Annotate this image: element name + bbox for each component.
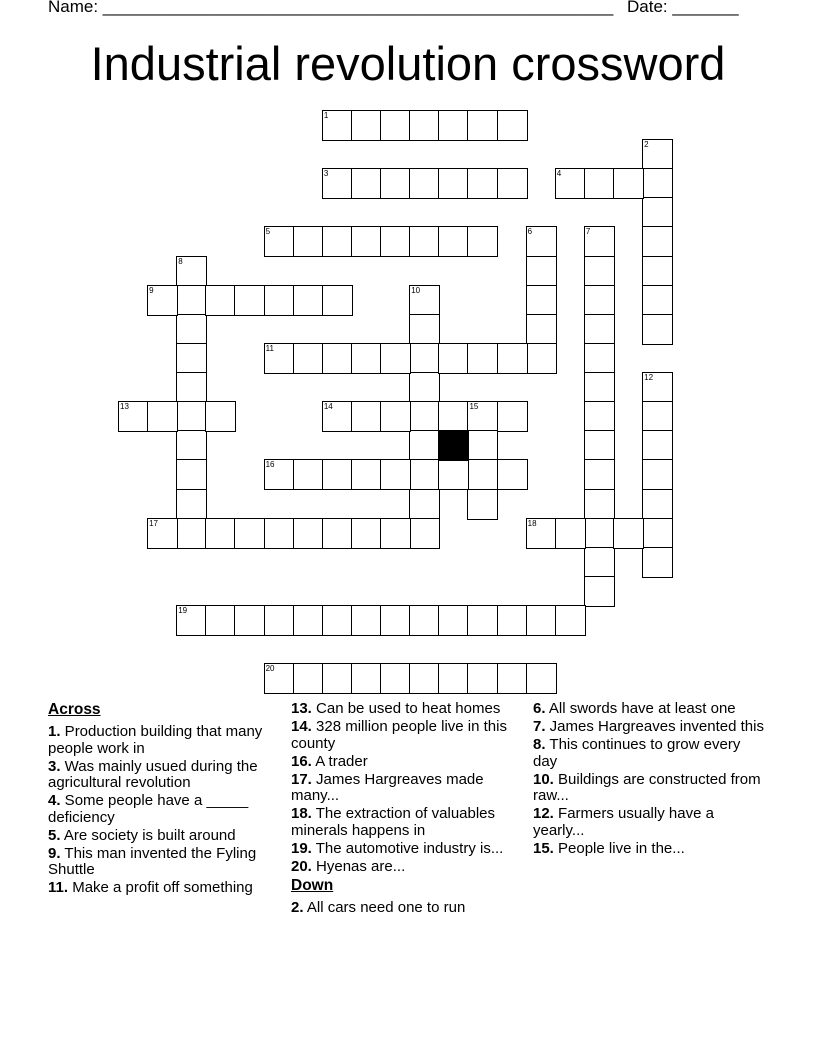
grid-cell[interactable] [526, 343, 557, 374]
grid-cell[interactable] [380, 343, 411, 374]
grid-cell[interactable] [176, 285, 207, 316]
grid-cell[interactable] [438, 605, 469, 636]
grid-cell[interactable] [293, 518, 324, 549]
grid-cell[interactable] [438, 110, 469, 141]
clue-item [48, 793, 278, 826]
clue-item-number: 19. [291, 839, 312, 857]
grid-cell[interactable] [409, 285, 440, 316]
clue-item [533, 737, 768, 770]
date-field-label[interactable]: Date: _______ [627, 0, 739, 16]
clue-item-number: 13. [291, 700, 312, 717]
grid-cell[interactable] [234, 605, 265, 636]
clue-item [533, 841, 768, 858]
grid-cell[interactable] [467, 605, 498, 636]
grid-cell[interactable] [409, 372, 440, 403]
grid-cell[interactable] [234, 518, 265, 549]
grid-cell[interactable] [555, 168, 586, 199]
clue-number: 12 [644, 373, 654, 383]
grid-cell[interactable] [526, 285, 557, 316]
grid-cell[interactable] [380, 605, 411, 636]
grid-cell[interactable] [642, 314, 673, 345]
grid-block-cell [438, 430, 469, 461]
grid-cell[interactable] [409, 168, 440, 199]
grid-cell[interactable] [438, 343, 469, 374]
clue-number: 4 [556, 169, 562, 179]
grid-cell[interactable] [497, 343, 528, 374]
grid-cell[interactable] [584, 518, 615, 549]
grid-cell[interactable] [438, 459, 469, 490]
grid-cell[interactable] [351, 110, 382, 141]
grid-cell[interactable] [380, 401, 411, 432]
grid-cell[interactable] [176, 256, 207, 287]
grid-cell[interactable] [497, 110, 528, 141]
grid-cell[interactable] [497, 401, 528, 432]
grid-cell[interactable] [467, 430, 498, 461]
name-field-label[interactable]: Name: ______________________________________________________ [48, 0, 614, 16]
grid-cell[interactable] [176, 314, 207, 345]
grid-cell[interactable] [322, 518, 353, 549]
grid-cell[interactable] [438, 401, 469, 432]
grid-cell[interactable] [409, 459, 440, 490]
grid-cell[interactable] [322, 343, 353, 374]
grid-cell[interactable] [293, 663, 324, 694]
clue-item-number: 17. [291, 770, 312, 788]
grid-cell[interactable] [293, 605, 324, 636]
across-clue-list-cont [291, 701, 526, 875]
grid-cell[interactable] [351, 663, 382, 694]
grid-cell[interactable] [555, 605, 586, 636]
clue-item [48, 828, 278, 845]
grid-cell[interactable] [409, 110, 440, 141]
grid-cell[interactable] [351, 168, 382, 199]
clue-item [48, 759, 278, 792]
clue-item-text: Production building that many people work in [48, 723, 263, 757]
grid-cell[interactable] [351, 401, 382, 432]
grid-cell[interactable] [497, 663, 528, 694]
grid-cell[interactable] [147, 285, 178, 316]
clue-item [291, 701, 526, 718]
clue-item [291, 841, 526, 858]
clue-item-number: 5. [48, 826, 61, 844]
page-title: Industrial revolution crossword [90, 37, 726, 90]
clue-item-text: The extraction of valuables minerals happens in [291, 805, 496, 839]
grid-cell[interactable] [322, 110, 353, 141]
clue-item-number: 8. [533, 736, 546, 753]
grid-cell[interactable] [497, 168, 528, 199]
grid-cell[interactable] [467, 343, 498, 374]
grid-cell[interactable] [584, 576, 615, 607]
grid-cell[interactable] [264, 605, 295, 636]
clue-number: 14 [323, 402, 333, 412]
grid-cell[interactable] [584, 489, 615, 520]
grid-cell[interactable] [293, 285, 324, 316]
grid-cell[interactable] [176, 459, 207, 490]
clue-item-text: Can be used to heat homes [311, 700, 501, 717]
grid-cell[interactable] [613, 518, 644, 549]
grid-cell[interactable] [264, 343, 295, 374]
clue-item-number: 11. [48, 879, 69, 896]
clue-number: 13 [120, 402, 129, 412]
grid-cell[interactable] [526, 314, 557, 345]
grid-cell[interactable] [322, 168, 353, 199]
clue-number: 1 [323, 111, 329, 120]
grid-cell[interactable] [642, 489, 673, 520]
grid-cell[interactable] [584, 314, 615, 345]
grid-cell[interactable] [264, 663, 295, 694]
clue-item-text: The automotive industry is... [311, 839, 504, 857]
clue-item-text: Hyenas are... [311, 857, 406, 875]
clue-item-number: 10. [533, 770, 554, 788]
clue-item-number: 4. [48, 792, 61, 809]
clue-item-number: 12. [533, 805, 554, 822]
grid-cell[interactable] [584, 372, 615, 403]
clue-number: 17 [149, 518, 159, 528]
clue-item [533, 701, 768, 718]
clue-item-number: 1. [48, 723, 61, 740]
clue-item-text: All cars need one to run [303, 898, 466, 916]
grid-cell[interactable] [380, 110, 411, 141]
grid-cell[interactable] [380, 518, 411, 549]
grid-cell[interactable] [497, 605, 528, 636]
grid-cell[interactable] [642, 401, 673, 432]
grid-cell[interactable] [467, 663, 498, 694]
grid-cell[interactable] [264, 518, 295, 549]
grid-cell[interactable] [584, 430, 615, 461]
grid-cell[interactable] [147, 518, 178, 549]
grid-cell[interactable] [409, 314, 440, 345]
clue-item-number: 18. [291, 805, 312, 822]
clue-item-number: 3. [48, 757, 61, 775]
clue-number: 16 [265, 460, 275, 470]
grid-cell[interactable] [584, 285, 615, 316]
clue-number: 20 [265, 664, 275, 674]
grid-cell[interactable] [322, 226, 353, 257]
grid-cell[interactable] [176, 372, 207, 403]
grid-cell[interactable] [176, 605, 207, 636]
grid-cell[interactable] [584, 459, 615, 490]
down-clue-list-cont [533, 701, 768, 857]
grid-cell[interactable] [642, 226, 673, 257]
grid-cell[interactable] [526, 605, 557, 636]
clue-number: 11 [265, 343, 274, 353]
clue-number: 10 [411, 285, 421, 295]
clue-item [291, 719, 526, 752]
grid-cell[interactable] [380, 226, 411, 257]
grid-cell[interactable] [438, 168, 469, 199]
clue-item-text: Buildings are constructed from raw... [533, 770, 761, 804]
across-heading: Across [48, 701, 101, 718]
clue-number: 8 [178, 256, 183, 266]
clue-item-text: All swords have at least one [545, 700, 736, 717]
clue-item-text: 328 million people live in this county [291, 718, 507, 752]
grid-cell[interactable] [322, 285, 353, 316]
grid-cell[interactable] [176, 518, 207, 549]
clue-item [533, 772, 768, 805]
clue-item-number: 15. [533, 839, 554, 857]
grid-cell[interactable] [584, 401, 615, 432]
grid-cell[interactable] [467, 459, 498, 490]
grid-cell[interactable] [409, 343, 440, 374]
down-clue-list [291, 900, 526, 917]
grid-cell[interactable] [322, 401, 353, 432]
clue-number: 6 [527, 227, 533, 237]
clue-item-text: Make a profit off something [68, 879, 253, 896]
grid-cell[interactable] [351, 459, 382, 490]
clue-item-text: A trader [311, 752, 368, 770]
grid-cell[interactable] [322, 663, 353, 694]
grid-cell[interactable] [642, 197, 673, 228]
clue-item [291, 900, 526, 917]
clue-item-number: 20. [291, 857, 312, 875]
clue-item [533, 719, 768, 736]
down-heading: Down [291, 876, 334, 894]
grid-cell[interactable] [118, 401, 149, 432]
grid-cell[interactable] [409, 663, 440, 694]
grid-cell[interactable] [438, 226, 469, 257]
grid-cell[interactable] [176, 430, 207, 461]
grid-cell[interactable] [467, 489, 498, 520]
grid-cell[interactable] [409, 430, 440, 461]
clue-item [291, 806, 526, 839]
grid-cell[interactable] [642, 285, 673, 316]
grid-cell[interactable] [555, 518, 586, 549]
clue-item [291, 772, 526, 805]
grid-cell[interactable] [205, 401, 236, 432]
clue-item-text: This continues to grow every day [533, 736, 741, 770]
clue-item-text: James Hargreaves invented this [545, 718, 764, 735]
grid-cell[interactable] [497, 459, 528, 490]
clue-number: 3 [323, 169, 329, 179]
clue-item-number: 2. [291, 898, 304, 916]
grid-cell[interactable] [293, 459, 324, 490]
clue-item-number: 16. [291, 752, 312, 770]
clue-item-number: 14. [291, 718, 312, 735]
grid-cell[interactable] [293, 226, 324, 257]
grid-cell[interactable] [380, 663, 411, 694]
grid-cell[interactable] [642, 168, 673, 199]
grid-cell[interactable] [205, 518, 236, 549]
grid-cell[interactable] [176, 489, 207, 520]
grid-cell[interactable] [176, 343, 207, 374]
clue-item [48, 724, 278, 757]
grid-cell[interactable] [293, 343, 324, 374]
grid-cell[interactable] [642, 430, 673, 461]
clue-number: 18 [527, 518, 537, 528]
clue-item-text: Was mainly usued during the agricultural revolution [48, 757, 258, 791]
grid-cell[interactable] [584, 168, 615, 199]
clue-item-number: 6. [533, 700, 546, 717]
grid-cell[interactable] [467, 168, 498, 199]
grid-cell[interactable] [264, 285, 295, 316]
clue-number: 19 [178, 606, 188, 616]
clues-column-2 [291, 701, 526, 918]
clue-number: 7 [585, 227, 591, 237]
clue-item-text: Farmers usually have a yearly... [533, 805, 714, 839]
clue-item-number: 9. [48, 844, 61, 862]
grid-cell[interactable] [438, 663, 469, 694]
grid-cell[interactable] [584, 343, 615, 374]
grid-cell[interactable] [205, 605, 236, 636]
grid-cell[interactable] [613, 168, 644, 199]
grid-cell[interactable] [380, 168, 411, 199]
grid-cell[interactable] [526, 256, 557, 287]
grid-cell[interactable] [642, 518, 673, 549]
grid-cell[interactable] [467, 110, 498, 141]
grid-cell[interactable] [351, 343, 382, 374]
grid-cell[interactable] [264, 459, 295, 490]
clue-item [533, 806, 768, 839]
grid-cell[interactable] [467, 401, 498, 432]
grid-cell[interactable] [584, 226, 615, 257]
clue-item-text: Some people have a _____ deficiency [48, 792, 249, 826]
grid-cell[interactable] [147, 401, 178, 432]
clue-item [291, 754, 526, 771]
grid-cell[interactable] [264, 226, 295, 257]
grid-cell[interactable] [176, 401, 207, 432]
across-clue-list [48, 724, 278, 897]
grid-cell[interactable] [380, 459, 411, 490]
grid-cell[interactable] [526, 518, 557, 549]
grid-cell[interactable] [351, 226, 382, 257]
grid-cell[interactable] [409, 605, 440, 636]
grid-cell[interactable] [322, 459, 353, 490]
grid-cell[interactable] [409, 489, 440, 520]
clue-item-text: Are society is built around [60, 826, 236, 844]
grid-cell[interactable] [234, 285, 265, 316]
grid-cell[interactable] [467, 226, 498, 257]
grid-cell[interactable] [409, 401, 440, 432]
grid-cell[interactable] [642, 139, 673, 170]
grid-cell[interactable] [584, 547, 615, 578]
grid-cell[interactable] [409, 518, 440, 549]
clue-number: 15 [469, 402, 479, 412]
grid-cell[interactable] [526, 226, 557, 257]
grid-cell[interactable] [409, 226, 440, 257]
grid-cell[interactable] [642, 547, 673, 578]
clue-item [291, 859, 526, 876]
grid-cell[interactable] [205, 285, 236, 316]
clues-column-1 [48, 701, 278, 898]
clue-item-text: This man invented the Fyling Shuttle [48, 844, 257, 878]
grid-cell[interactable] [584, 256, 615, 287]
clue-item-text: James Hargreaves made many... [291, 770, 484, 804]
clues-column-3 [533, 701, 768, 859]
grid-cell[interactable] [351, 605, 382, 636]
clue-number: 9 [149, 285, 154, 295]
grid-cell[interactable] [642, 372, 673, 403]
grid-cell[interactable] [526, 663, 557, 694]
clue-item [48, 846, 278, 879]
clue-item-number: 7. [533, 718, 546, 735]
grid-cell[interactable] [322, 605, 353, 636]
grid-cell[interactable] [642, 256, 673, 287]
clue-item-text: People live in the... [553, 839, 685, 857]
clue-item [48, 880, 278, 897]
grid-cell[interactable] [351, 518, 382, 549]
grid-cell[interactable] [642, 459, 673, 490]
clue-number: 5 [265, 227, 271, 237]
clue-number: 2 [644, 140, 649, 150]
